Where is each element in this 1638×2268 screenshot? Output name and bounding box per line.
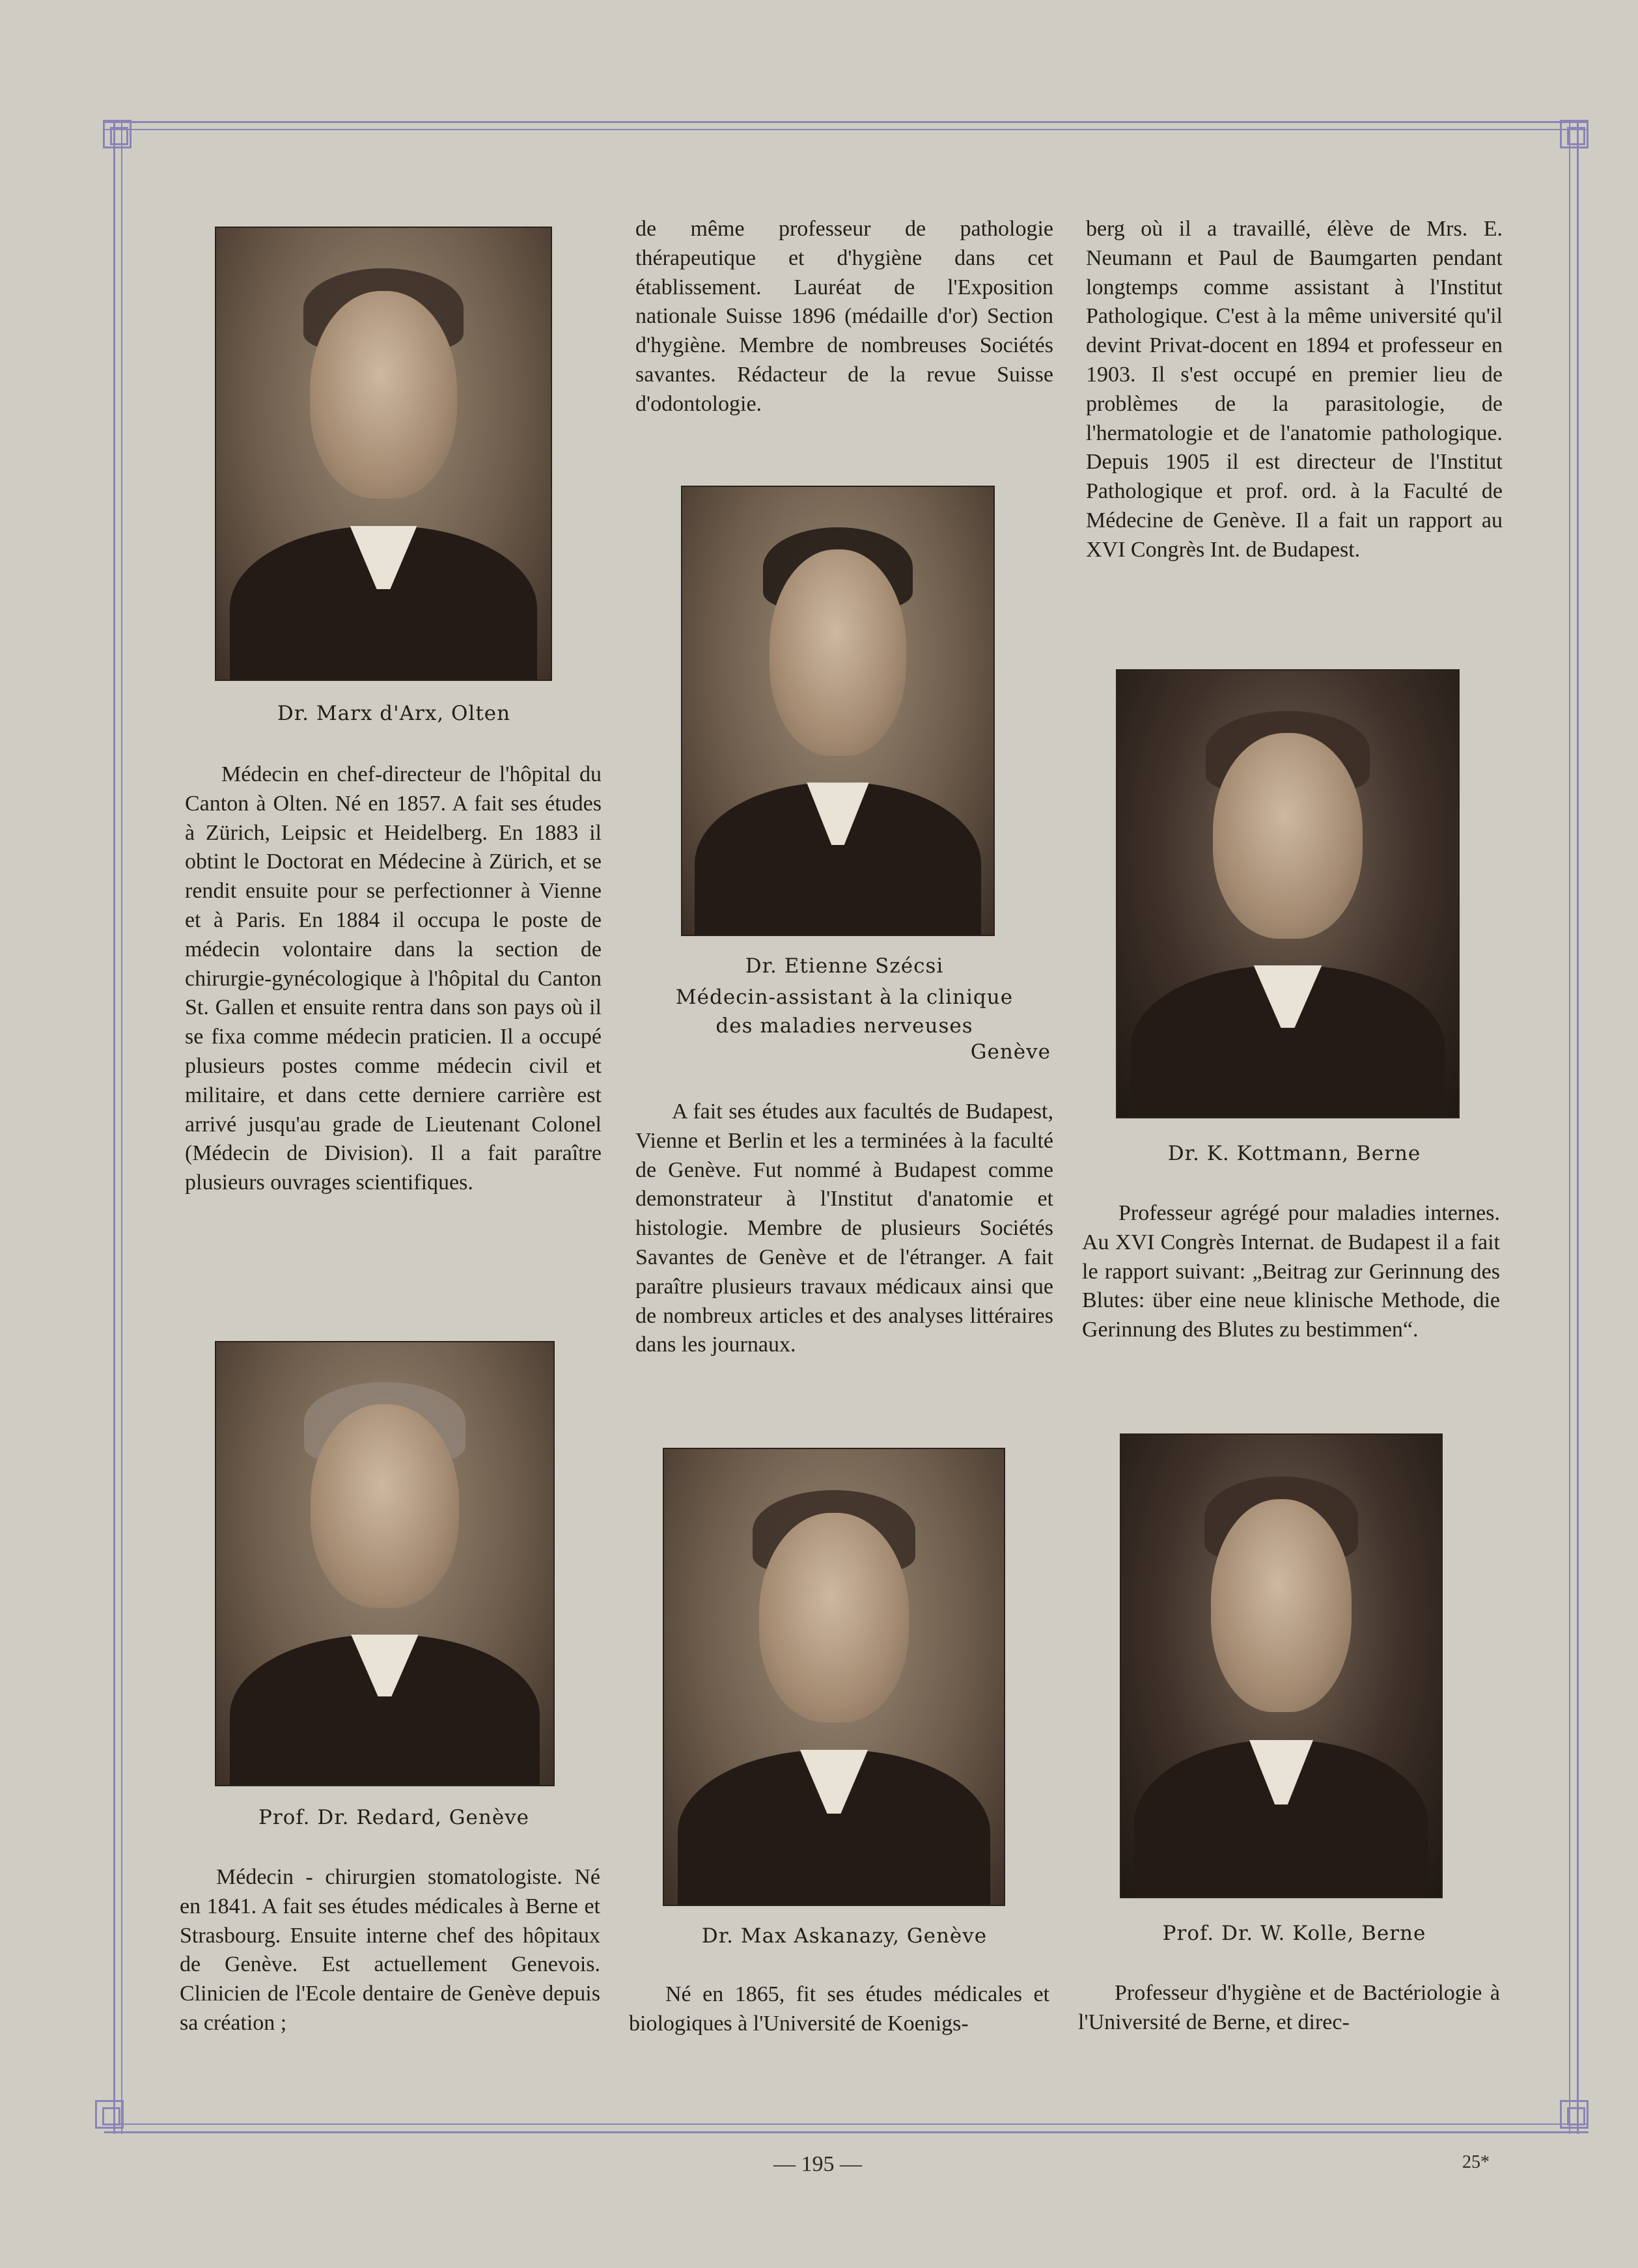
signature-mark: 25* <box>1462 2152 1490 2172</box>
portrait-marx-darx <box>216 228 551 680</box>
caption-szecsi-name: Dr. Etienne Szécsi <box>745 954 944 978</box>
bio-kolle: Professeur d'hygiène et de Bactériologie à l'Université de Berne, et direc- <box>1078 1981 1500 2034</box>
bio-askanazy: Né en 1865, fit ses études médicales et biologiques à l'Université de Koenigs- <box>629 1982 1049 2036</box>
caption-kottmann: Dr. K. Kottmann, Berne <box>1167 1142 1421 1165</box>
portrait-kottmann <box>1117 671 1458 1117</box>
bio-kottmann: Professeur agrégé pour maladies internes. Au XVI Congrès Internat. de Budapest il a fait le rapport suivant: „Beitrag zur Gerinnung des Blutes: über eine neue klinische Methode, die Gerinnung des Blutes zu bestimmen“. <box>1082 1201 1500 1342</box>
continued-text-col3: berg où il a travaillé, élève de Mrs. E. Neumann et Paul de Baumgarten pendant longtemps comme assistant à l'Institut Pathologique. C'est à la même université qu'il devint Privat-docent en 1894 et professeur en 1903. Il s'est occupé en premier lieu de problèmes de la parasitologie, de l'hermatologie et de l'anatomie pathologique. Depuis 1905 il est directeur de l'Institut Pathologique et prof. ord. à la Faculté de Médecine de Genève. Il a fait un rapport au XVI Congrès Int. de Budapest. <box>1086 217 1503 562</box>
caption-askanazy: Dr. Max Askanazy, Genève <box>701 1924 988 1948</box>
caption-kolle: Prof. Dr. W. Kolle, Berne <box>1162 1922 1426 1945</box>
page-number: — 195 — <box>773 2152 862 2176</box>
bio-redard: Médecin - chirurgien stomatologiste. Né en 1841. A fait ses études médicales à Berne et Strasbourg. Ensuite interne chef des hôpitaux de Genève. Est actuellement Genevois. Clinicien de l'Ecole dentaire de Genève depuis sa création ; <box>180 1865 600 2035</box>
portrait-askanazy <box>664 1449 1004 1905</box>
continued-text-col2: de même professeur de pathologie thérapeutique et d'hygiène dans cet établissement. Lauréat de l'Exposition nationale Suisse 1896 (médaille d'or) Section d'hygiène. Membre de nombreuses Sociétés savantes. Rédacteur de la revue Suisse d'odontologie. <box>635 217 1053 416</box>
caption-marx-darx: Dr. Marx d'Arx, Olten <box>277 702 511 725</box>
caption-szecsi-title: Médecin-assistant à la clinique des maladies nerveuses <box>675 986 1014 1038</box>
bio-szecsi: A fait ses études aux facultés de Budapest, Vienne et Berlin et les a terminées à la faculté de Genève. Fut nommé à Budapest comme demonstrateur à l'Institut d'anatomie et histologie. Membre de plusieurs Sociétés Savantes de Genève et de l'étranger. A fait paraître plusieurs travaux médicaux ainsi que de nombreux articles et des analyses littéraires dans les journaux. <box>635 1099 1053 1357</box>
bio-marx-darx: Médecin en chef-directeur de l'hôpital du Canton à Olten. Né en 1857. A fait ses études à Zürich, Leipsic et Heidelberg. En 1883 il obtint le Doctorat en Médecine à Zürich, et se rendit ensuite pour se perfectionner à Vienne et à Paris. En 1884 il occupa le poste de médecin volontaire dans la section de chirurgie-gynécologique à l'hôpital du Canton St. Gallen et ensuite rentra dans son pays où il se fixa comme médecin praticien. Il a occupé plusieurs postes comme médecin civil et militaire, et dans cette derniere carrière est arrivé jusqu'au grade de Lieutenant Colonel (Médecin de Division). Il a fait paraître plusieurs ouvrages scientifiques. <box>185 762 602 1195</box>
portrait-szecsi <box>682 487 993 935</box>
portrait-kolle <box>1121 1435 1441 1897</box>
caption-redard: Prof. Dr. Redard, Genève <box>258 1806 530 1829</box>
caption-szecsi-city: Genève <box>970 1040 1051 1064</box>
portrait-redard <box>216 1342 553 1785</box>
